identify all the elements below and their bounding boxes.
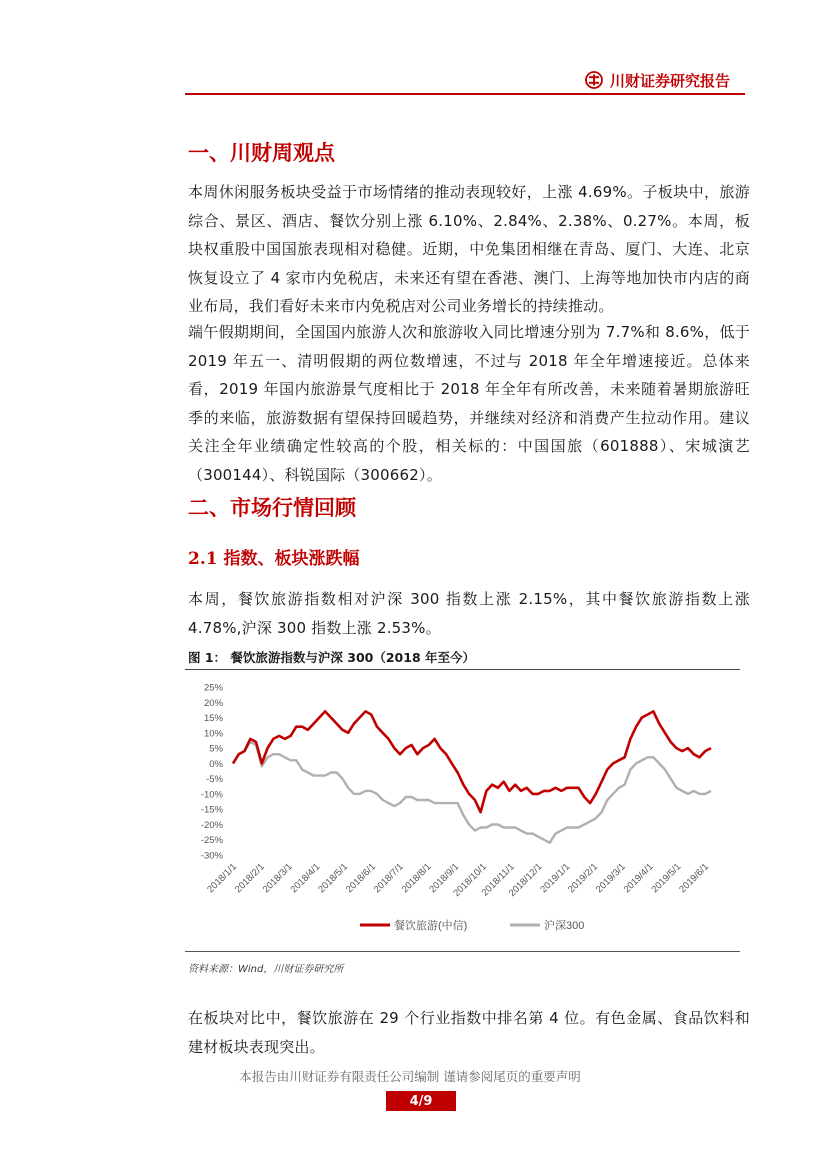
y-tick-label: -10%	[200, 789, 223, 801]
x-tick-label: 2018/11/1	[479, 861, 517, 899]
subsection-2-1-title: 2.1 指数、板块涨跌幅	[188, 549, 360, 569]
figure-caption: 图 1： 餐饮旅游指数与沪深 300（2018 年至今）	[188, 650, 475, 665]
series-line-2	[233, 742, 711, 843]
footer-note: 本报告由川财证券有限责任公司编制 谨请参阅尾页的重要声明	[239, 1069, 581, 1084]
x-tick-label: 2018/1/1	[205, 861, 240, 896]
x-tick-label: 2019/2/1	[566, 861, 601, 896]
x-tick-label: 2019/6/1	[677, 861, 712, 896]
company-logo-icon	[585, 71, 603, 89]
y-tick-label: 10%	[203, 728, 223, 740]
x-tick-label: 2018/8/1	[399, 861, 434, 896]
section-1-paragraph-1: 本周休闲服务板块受益于市场情绪的推动表现较好，上涨 4.69%。子板块中，旅游综合、景区、酒店、餐饮分别上涨 6.10%、2.84%、2.38%、0.27%。本周，板块权重股中国国旅表现相对稳健。近期，中免集团相继在青岛、厦门、大连、北京恢复设立了 4 家市内免税店，未来还有望在香港、澳门、上海等地加快市内店的商业布局，我们看好未来市内免税店对公司业务增长的持续推动。	[188, 183, 750, 315]
header-rule	[185, 93, 745, 95]
page-number: 4/9	[386, 1091, 456, 1111]
y-tick-label: 20%	[203, 697, 223, 709]
y-tick-label: 5%	[209, 743, 223, 755]
section-1-paragraph-2: 端午假期期间，全国国内旅游人次和旅游收入同比增速分别为 7.7%和 8.6%，低于 2019 年五一、清明假期的两位数增速，不过与 2018 年全年增速接近。总体来看，2019 年国内旅游景气度相比于 2018 年全年有所改善，未来随着暑期旅游旺季的来临，旅游数据有望保持回暖趋势，并继续对经济和消费产生拉动作用。建议关注全年业绩确定性较高的个股，相关标的：中国国旅（601888）、宋城演艺（300144）、科锐国际（300662）。	[188, 323, 750, 484]
x-tick-label: 2019/3/1	[593, 861, 628, 896]
x-tick-label: 2018/7/1	[371, 861, 406, 896]
y-tick-label: 15%	[203, 713, 223, 725]
section-1-title: 一、川财周观点	[188, 140, 335, 165]
y-tick-label: 25%	[203, 682, 223, 694]
y-tick-label: -30%	[200, 850, 223, 862]
y-tick-label: -5%	[206, 774, 223, 786]
y-tick-label: -20%	[200, 819, 223, 831]
y-tick-label: 0%	[209, 758, 223, 770]
x-tick-label: 2018/6/1	[344, 861, 378, 896]
section-2-paragraph-1: 本周，餐饮旅游指数相对沪深 300 指数上涨 2.15%，其中餐饮旅游指数上涨 4.78%,沪深 300 指数上涨 2.53%。	[188, 590, 750, 637]
x-tick-label: 2019/5/1	[649, 861, 684, 896]
section-2-title: 二、市场行情回顾	[188, 495, 356, 520]
line-chart	[185, 672, 740, 947]
x-tick-label: 2018/2/1	[232, 861, 267, 896]
x-tick-label: 2018/5/1	[316, 861, 351, 896]
header-brand	[585, 70, 730, 90]
x-tick-label: 2018/10/1	[451, 861, 490, 900]
legend-label-1: 餐饮旅游(中信)	[394, 920, 468, 932]
figure-top-rule	[185, 669, 740, 670]
x-tick-label: 2018/3/1	[260, 861, 295, 896]
section-2-paragraph-2: 在板块对比中，餐饮旅游在 29 个行业指数中排名第 4 位。有色金属、食品饮料和建材板块表现突出。	[188, 1009, 750, 1056]
x-tick-label: 2019/1/1	[538, 861, 573, 896]
y-tick-label: -25%	[200, 835, 223, 847]
x-tick-label: 2018/9/1	[427, 861, 462, 896]
figure-bottom-rule	[185, 951, 740, 952]
legend-label-2: 沪深300	[544, 920, 585, 932]
figure-source: 资料来源：Wind，川财证券研究所	[188, 964, 344, 975]
header-brand-text: 川财证券研究报告	[610, 71, 731, 90]
y-tick-label: -15%	[200, 804, 223, 816]
x-tick-label: 2018/12/1	[506, 861, 545, 900]
x-tick-label: 2019/4/1	[621, 861, 656, 896]
x-tick-label: 2018/4/1	[288, 861, 323, 896]
